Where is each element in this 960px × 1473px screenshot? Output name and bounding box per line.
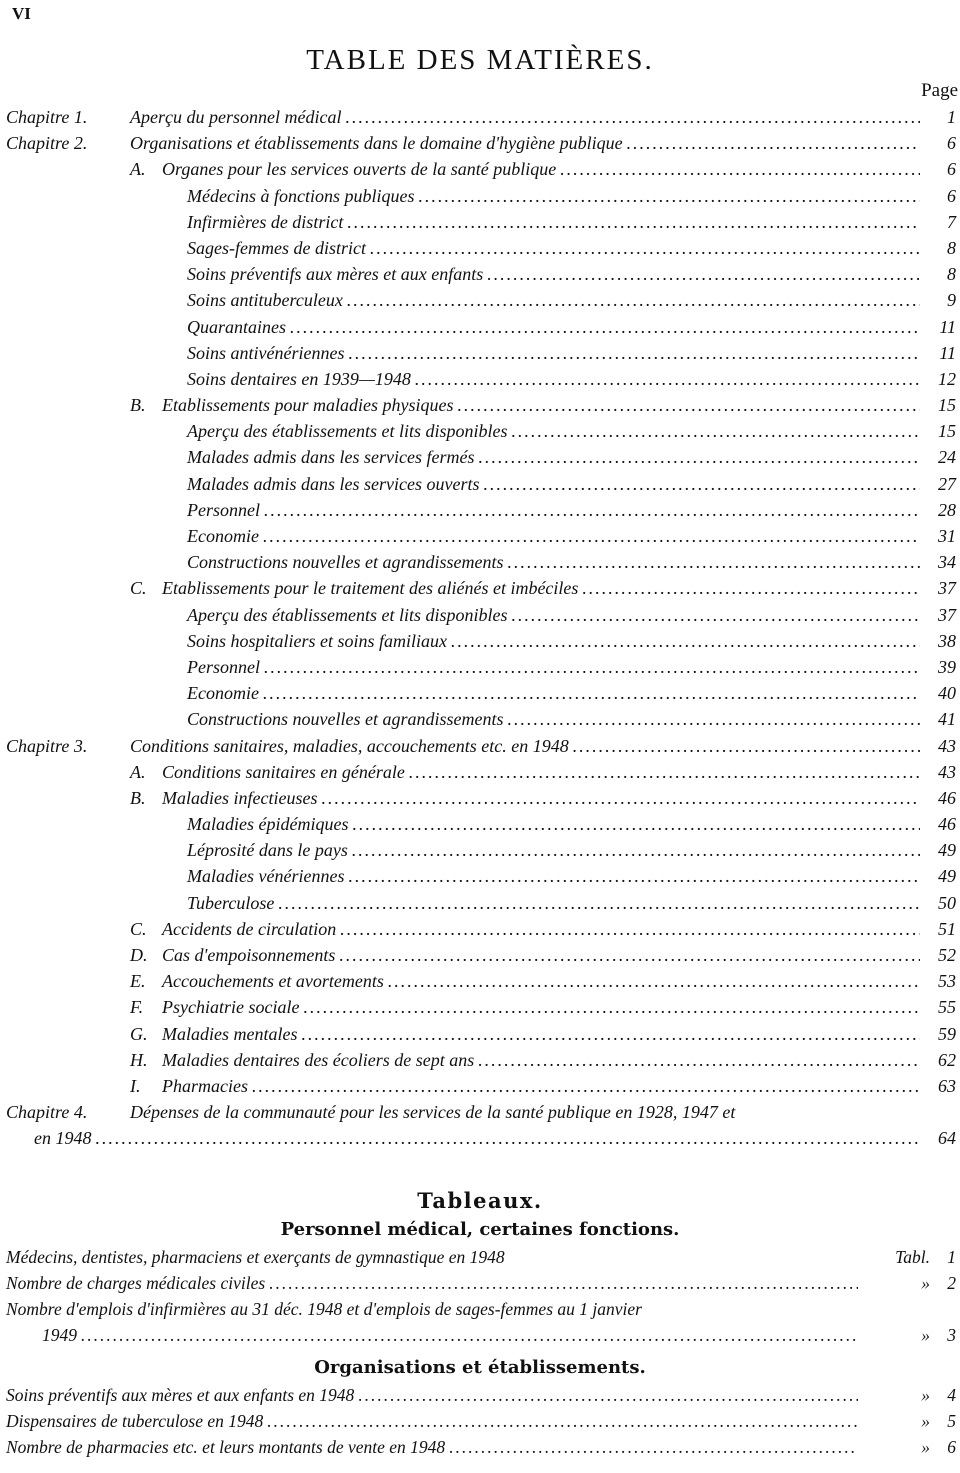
toc-row xyxy=(0,942,960,968)
toc-entry-text: Léprosité dans le pays xyxy=(187,840,348,861)
toc-row xyxy=(0,471,960,497)
toc-entry-text: Maladies infectieuses xyxy=(162,787,318,808)
toc-page-number: 6 xyxy=(947,133,956,154)
toc-entry xyxy=(187,863,930,889)
dot-leader xyxy=(415,366,920,392)
toc-row xyxy=(0,314,960,340)
dot-leader xyxy=(352,811,920,837)
dot-leader xyxy=(560,156,920,182)
dot-leader xyxy=(303,994,920,1020)
toc-page-number: 40 xyxy=(938,683,956,704)
toc-row xyxy=(0,1021,960,1047)
toc-entry-text: Conditions sanitaires en générale xyxy=(162,761,405,782)
table-number: 6 xyxy=(947,1437,956,1457)
table-entry xyxy=(6,1296,868,1322)
toc-row xyxy=(0,680,960,706)
toc-entry-text: Médecins à fonctions publiques xyxy=(187,185,415,206)
toc-row xyxy=(0,444,960,470)
dot-leader xyxy=(573,733,920,759)
dot-leader xyxy=(290,314,920,340)
toc-page-number: 55 xyxy=(938,997,956,1018)
toc-entry xyxy=(187,209,930,235)
dot-leader xyxy=(301,1021,920,1047)
toc-entry-text: Cas d'empoisonnements xyxy=(162,945,336,965)
dot-leader xyxy=(627,130,920,156)
toc-page-number: 46 xyxy=(938,787,956,808)
toc-page-number: 15 xyxy=(938,395,956,416)
toc-entry xyxy=(162,759,930,785)
dot-leader xyxy=(511,418,920,444)
section-letter: C. xyxy=(130,918,147,939)
toc-entry xyxy=(162,942,930,968)
toc-entry xyxy=(187,314,930,340)
toc-page-number: 24 xyxy=(938,447,956,468)
toc-row xyxy=(0,209,960,235)
toc-page-number: 15 xyxy=(938,421,956,442)
toc-page-number: 11 xyxy=(939,316,956,337)
page-title: TABLE DES MATIÈRES. xyxy=(306,44,654,76)
toc-page-number: 43 xyxy=(938,735,956,756)
table-entry xyxy=(6,1244,868,1270)
toc-page-number: 64 xyxy=(938,1128,956,1149)
dot-leader xyxy=(347,287,920,313)
dot-leader xyxy=(507,549,920,575)
dot-leader xyxy=(252,1073,920,1099)
toc-page-number: 7 xyxy=(947,211,956,232)
table-number: 4 xyxy=(947,1385,956,1405)
toc-page-number: 6 xyxy=(947,185,956,206)
toc-row xyxy=(0,523,960,549)
toc-page-number: 28 xyxy=(938,499,956,520)
toc-page-number: 37 xyxy=(938,578,956,599)
dot-leader xyxy=(348,863,920,889)
toc-entry xyxy=(130,733,930,759)
toc-entry-text: Malades admis dans les services ouverts xyxy=(187,473,480,494)
toc-entry xyxy=(162,1047,930,1073)
toc-entry xyxy=(162,1073,930,1099)
toc-entry-text: Accidents de circulation xyxy=(162,918,337,939)
toc-entry xyxy=(187,837,930,863)
tables-list xyxy=(0,1186,960,1460)
table-number: 2 xyxy=(947,1273,956,1293)
toc-row xyxy=(0,156,960,182)
toc-row xyxy=(0,968,960,994)
dot-leader xyxy=(267,1408,858,1434)
table-row xyxy=(0,1296,960,1322)
toc-row xyxy=(0,1125,960,1151)
toc-entry-text: Soins hospitaliers et soins familiaux xyxy=(187,630,448,651)
dot-leader xyxy=(81,1322,858,1348)
toc-entry-text: Conditions sanitaires, maladies, accouchements etc. en 1948 xyxy=(130,735,569,756)
dot-leader xyxy=(507,706,920,732)
toc-row xyxy=(0,863,960,889)
toc-entry-text: Quarantaines xyxy=(187,316,286,337)
toc-row xyxy=(0,837,960,863)
dot-leader xyxy=(340,916,920,942)
toc-row xyxy=(0,759,960,785)
table-entry xyxy=(6,1434,868,1460)
toc-entry xyxy=(187,706,930,732)
tables-heading: Tableaux. xyxy=(417,1188,543,1213)
table-entry xyxy=(6,1270,868,1296)
toc-entry-text: Constructions nouvelles et agrandissements xyxy=(187,709,504,730)
toc-entry xyxy=(187,602,930,628)
section-letter: G. xyxy=(130,1023,148,1044)
chapter-label: Chapitre 4. xyxy=(6,1102,88,1123)
toc-entry-text: Maladies vénériennes xyxy=(187,866,345,887)
dot-leader xyxy=(345,104,920,130)
toc-entry-text: Psychiatrie sociale xyxy=(162,997,300,1018)
toc-entry xyxy=(187,523,930,549)
toc-entry-text: Aperçu des établissements et lits disponibles xyxy=(187,421,508,442)
toc-entry-text: Soins antivénériennes xyxy=(187,342,345,363)
table-entry-text: Nombre d'emplois d'infirmières au 31 déc. 1948 et d'emplois de sages-femmes au 1 janvier xyxy=(6,1299,642,1319)
toc-page-number: 43 xyxy=(938,761,956,782)
toc-entry-text: Economie xyxy=(187,683,259,704)
dot-leader xyxy=(263,523,920,549)
toc-row xyxy=(0,916,960,942)
dot-leader xyxy=(264,654,920,680)
toc-page-number: 39 xyxy=(938,656,956,677)
toc-page-number: 6 xyxy=(947,159,956,180)
dot-leader xyxy=(370,235,920,261)
dot-leader xyxy=(269,1270,858,1296)
toc-entry-text: Maladies mentales xyxy=(162,1023,298,1044)
dot-leader xyxy=(348,340,920,366)
toc-entry-text: Maladies épidémiques xyxy=(187,814,349,835)
toc-entry xyxy=(130,104,930,130)
toc-row xyxy=(0,785,960,811)
table-number: 3 xyxy=(947,1325,956,1345)
toc-entry xyxy=(187,418,930,444)
toc-row xyxy=(0,628,960,654)
toc-row xyxy=(0,602,960,628)
table-entry-text: 1949 xyxy=(42,1325,77,1345)
toc-page-number: 49 xyxy=(938,866,956,887)
table-ref-label: » xyxy=(921,1325,930,1345)
table-ref-label: » xyxy=(921,1273,930,1293)
dot-leader xyxy=(582,575,920,601)
toc-row xyxy=(0,183,960,209)
dot-leader xyxy=(96,1125,921,1151)
section-letter: I. xyxy=(130,1075,141,1096)
toc-entry-text: Pharmacies xyxy=(162,1075,248,1096)
toc-page-number: 11 xyxy=(939,342,956,363)
table-entry xyxy=(42,1322,868,1348)
table-row xyxy=(0,1270,960,1296)
toc-row xyxy=(0,1047,960,1073)
toc-row xyxy=(0,392,960,418)
table-entry-text: Médecins, dentistes, pharmaciens et exerçants de gymnastique en 1948 xyxy=(6,1247,505,1267)
toc-row xyxy=(0,287,960,313)
toc-row xyxy=(0,1099,960,1125)
toc-page-number: 12 xyxy=(938,368,956,389)
toc-entry-text: Etablissements pour le traitement des aliénés et imbéciles xyxy=(162,578,579,599)
toc-page-number: 27 xyxy=(938,473,956,494)
dot-leader xyxy=(388,968,920,994)
toc-entry xyxy=(162,916,930,942)
table-entry-text: Soins préventifs aux mères et aux enfants en 1948 xyxy=(6,1385,355,1405)
table-entry-text: Dispensaires de tuberculose en 1948 xyxy=(6,1411,264,1431)
table-ref-label: » xyxy=(921,1437,930,1457)
toc-entry xyxy=(162,575,930,601)
dot-leader xyxy=(457,392,920,418)
toc-entry-text: Aperçu du personnel médical xyxy=(130,107,342,127)
table-row xyxy=(0,1382,960,1408)
toc-entry-text: Aperçu des établissements et lits disponibles xyxy=(187,604,508,625)
toc-entry xyxy=(187,235,930,261)
toc-entry xyxy=(162,392,930,418)
dot-leader xyxy=(449,1434,858,1460)
toc-entry xyxy=(187,183,930,209)
toc-entry xyxy=(162,968,930,994)
toc-entry xyxy=(34,1125,930,1151)
toc-entry-text: Tuberculose xyxy=(187,892,275,913)
toc-entry-text: Personnel xyxy=(187,499,260,520)
table-ref-label: » xyxy=(921,1411,930,1431)
toc-page-number: 63 xyxy=(938,1075,956,1096)
toc-row xyxy=(0,418,960,444)
toc-page-number: 37 xyxy=(938,604,956,625)
toc-page-number: 49 xyxy=(938,840,956,861)
toc-entry xyxy=(187,261,930,287)
dot-leader xyxy=(511,602,920,628)
section-letter: D. xyxy=(130,945,148,965)
dot-leader xyxy=(487,261,920,287)
dot-leader xyxy=(418,183,920,209)
toc-entry xyxy=(187,680,930,706)
section-letter: C. xyxy=(130,578,147,599)
toc-entry-text: Constructions nouvelles et agrandissements xyxy=(187,552,504,573)
toc-row xyxy=(0,733,960,759)
toc-entry-text: Malades admis dans les services fermés xyxy=(187,447,475,468)
toc-page-number: 62 xyxy=(938,1049,956,1070)
toc-entry-text: Soins préventifs aux mères et aux enfants xyxy=(187,264,484,285)
toc-page-number: 52 xyxy=(938,945,956,965)
table-section-title: Organisations et établissements. xyxy=(314,1357,646,1378)
section-letter: F. xyxy=(130,997,144,1018)
toc-row xyxy=(0,654,960,680)
toc-entry xyxy=(187,890,930,916)
toc-page-number: 50 xyxy=(938,892,956,913)
toc-entry xyxy=(187,287,930,313)
chapter-label: Chapitre 1. xyxy=(6,107,88,127)
toc-entry-text: Organes pour les services ouverts de la santé publique xyxy=(162,159,557,180)
toc-entry xyxy=(187,497,930,523)
table-section-title: Personnel médical, certaines fonctions. xyxy=(280,1219,680,1240)
toc-entry xyxy=(187,654,930,680)
toc-entry-text: Personnel xyxy=(187,656,260,677)
chapter-label: Chapitre 2. xyxy=(6,133,88,154)
toc-page-number: 8 xyxy=(947,264,956,285)
toc-entry xyxy=(162,156,930,182)
section-letter: B. xyxy=(130,787,146,808)
table-ref-label: » xyxy=(921,1385,930,1405)
table-of-contents xyxy=(0,104,960,1152)
table-row xyxy=(0,1322,960,1348)
toc-entry xyxy=(162,785,930,811)
toc-entry-text: Sages-femmes de district xyxy=(187,237,366,258)
toc-entry-text: Accouchements et avortements xyxy=(162,971,384,992)
toc-entry xyxy=(162,994,930,1020)
toc-page-number: 1 xyxy=(947,107,956,127)
toc-entry xyxy=(130,130,930,156)
toc-entry-text: Maladies dentaires des écoliers de sept ans xyxy=(162,1049,475,1070)
toc-page-number: 34 xyxy=(938,552,956,573)
toc-row xyxy=(0,549,960,575)
toc-entry xyxy=(162,1021,930,1047)
dot-leader xyxy=(352,837,920,863)
toc-entry xyxy=(187,340,930,366)
toc-page-number: 8 xyxy=(947,237,956,258)
dot-leader xyxy=(264,497,920,523)
toc-row xyxy=(0,340,960,366)
toc-entry xyxy=(187,444,930,470)
section-letter: A. xyxy=(130,761,146,782)
toc-entry-text: Soins dentaires en 1939—1948 xyxy=(187,368,411,389)
toc-row xyxy=(0,706,960,732)
chapter-label: Chapitre 3. xyxy=(6,735,88,756)
table-number: 1 xyxy=(947,1247,956,1267)
table-ref-label: Tabl. xyxy=(895,1247,930,1267)
toc-page-number: 53 xyxy=(938,971,956,992)
section-letter: A. xyxy=(130,159,146,180)
toc-entry xyxy=(187,811,930,837)
section-letter: H. xyxy=(130,1049,148,1070)
toc-row xyxy=(0,104,960,130)
toc-page-number: 51 xyxy=(938,918,956,939)
toc-entry xyxy=(187,549,930,575)
dot-leader xyxy=(358,1382,858,1408)
toc-row xyxy=(0,497,960,523)
table-entry xyxy=(6,1408,868,1434)
page-number: VI xyxy=(12,4,31,23)
table-entry-text: Nombre de pharmacies etc. et leurs montants de vente en 1948 xyxy=(6,1437,446,1457)
toc-page-number: 31 xyxy=(938,526,956,546)
toc-row xyxy=(0,994,960,1020)
table-number: 5 xyxy=(947,1411,956,1431)
toc-page-number: 9 xyxy=(947,290,956,311)
toc-row xyxy=(0,1073,960,1099)
table-row xyxy=(0,1244,960,1270)
toc-entry-text: Dépenses de la communauté pour les services de la santé publique en 1928, 1947 et xyxy=(130,1102,736,1123)
section-letter: E. xyxy=(130,971,146,992)
toc-row xyxy=(0,890,960,916)
toc-row xyxy=(0,366,960,392)
toc-entry-text: Economie xyxy=(187,526,259,546)
toc-entry-text: Organisations et établissements dans le domaine d'hygiène publique xyxy=(130,133,623,154)
toc-row xyxy=(0,261,960,287)
dot-leader xyxy=(478,444,920,470)
dot-leader xyxy=(478,1047,920,1073)
table-entry-text: Nombre de charges médicales civiles xyxy=(6,1273,266,1293)
dot-leader xyxy=(347,209,920,235)
toc-row xyxy=(0,130,960,156)
toc-page-number: 59 xyxy=(938,1023,956,1044)
table-entry xyxy=(6,1382,868,1408)
dot-leader xyxy=(278,890,920,916)
toc-entry xyxy=(187,471,930,497)
dot-leader xyxy=(321,785,920,811)
dot-leader xyxy=(263,680,920,706)
page-column-header: Page xyxy=(921,80,958,101)
toc-page-number: 46 xyxy=(938,814,956,835)
table-row xyxy=(0,1434,960,1460)
toc-row xyxy=(0,235,960,261)
toc-entry-text: Etablissements pour maladies physiques xyxy=(162,395,454,416)
dot-leader xyxy=(451,628,920,654)
toc-entry-text: Infirmières de district xyxy=(187,211,344,232)
dot-leader xyxy=(339,942,920,968)
toc-row xyxy=(0,811,960,837)
dot-leader xyxy=(483,471,920,497)
dot-leader xyxy=(409,759,920,785)
toc-page-number: 38 xyxy=(938,630,956,651)
section-letter: B. xyxy=(130,395,146,416)
toc-entry-text: en 1948 xyxy=(34,1128,92,1149)
table-row xyxy=(0,1408,960,1434)
toc-entry xyxy=(187,366,930,392)
toc-row xyxy=(0,575,960,601)
toc-entry-text: Soins antituberculeux xyxy=(187,290,343,311)
toc-page-number: 41 xyxy=(938,709,956,730)
toc-entry xyxy=(187,628,930,654)
